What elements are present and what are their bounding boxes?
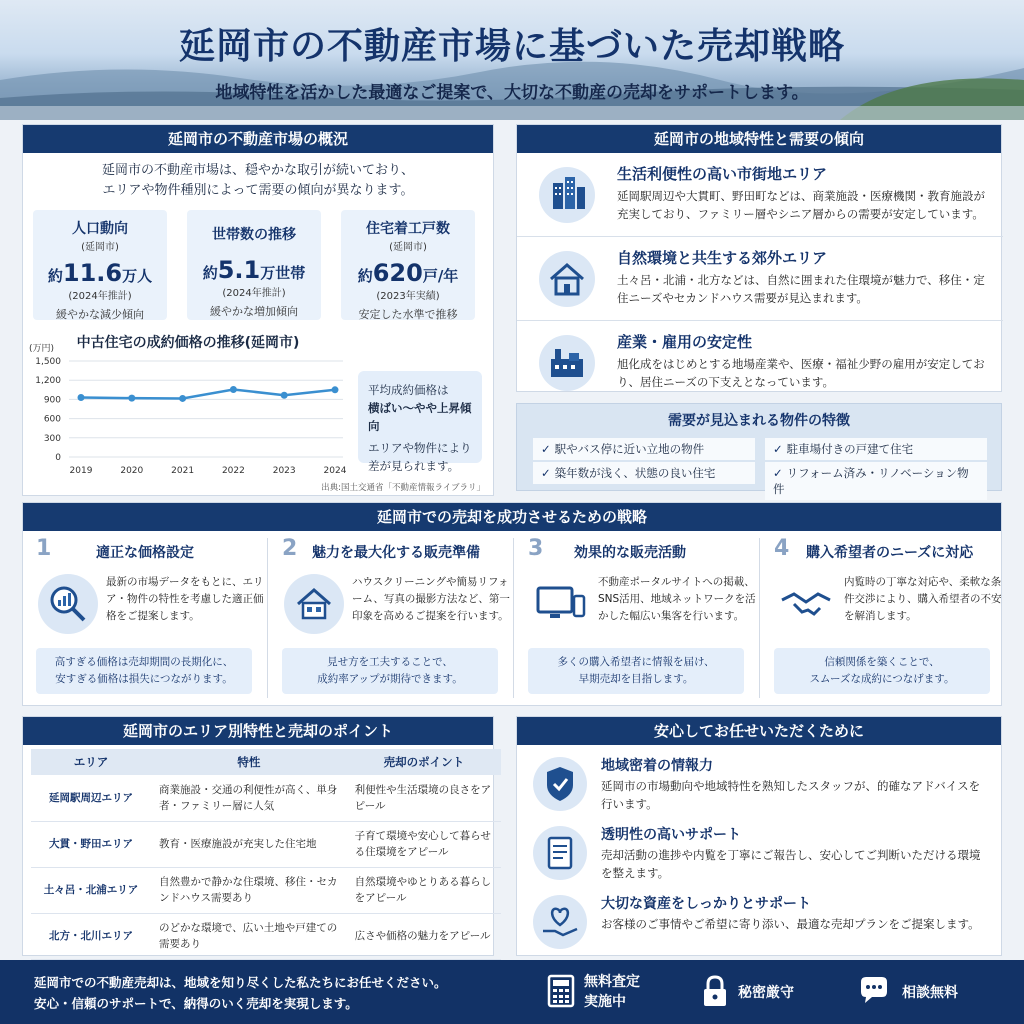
buildings-icon xyxy=(539,167,595,223)
region-item-title: 産業・雇用の安定性 xyxy=(617,333,753,351)
stat-note: (2024年推計) xyxy=(222,288,286,299)
chart-note xyxy=(358,371,482,473)
divider xyxy=(759,538,760,698)
point-cell: 利便性や生活環境の良さをアピール xyxy=(347,775,501,821)
trust-item xyxy=(517,818,1003,888)
stat-number: 5.1 xyxy=(217,256,261,284)
x-tick-label: 2023 xyxy=(272,466,296,476)
note-line: 差が見られます。 xyxy=(368,459,460,473)
demand-item xyxy=(765,438,987,460)
market-intro-line: 延岡市の不動産市場は、穏やかな取引が続いており、 xyxy=(101,163,414,178)
trust-item-desc: お客様のご事情やご希望に寄り添い、最適な売却プランをご提案します。 xyxy=(601,917,980,931)
demand-item xyxy=(533,462,755,484)
area-table-panel xyxy=(22,716,494,956)
point-cell: 自然環境やゆとりある暮らしをアピール xyxy=(347,867,501,913)
stat-housing-starts xyxy=(341,210,475,320)
stat-value xyxy=(33,259,167,287)
stat-unit: 万世帯 xyxy=(260,264,306,282)
strategy-item-note xyxy=(774,648,990,694)
demand-item xyxy=(533,438,755,460)
table-header-row xyxy=(31,749,501,775)
stat-prefix: 約 xyxy=(202,264,218,282)
chart-source: 出典:国土交通省「不動産情報ライブラリ」 xyxy=(321,483,485,493)
data-point xyxy=(128,395,135,402)
strategy-item-title: 効果的な販売活動 xyxy=(574,545,686,561)
trust-item-title: 大切な資産をしっかりとサポート xyxy=(601,896,811,912)
note-line-bold: 横ばい〜やや上昇傾向 xyxy=(368,401,472,433)
stat-value xyxy=(187,256,321,284)
strategy-number: 2 xyxy=(282,536,298,561)
strategy-title: 延岡市での売却を成功させるための戦略 xyxy=(23,503,1001,531)
table-row xyxy=(31,913,501,959)
demand-item-label: 駐車場付きの戸建て住宅 xyxy=(786,442,914,456)
footer-line: 安心・信頼のサポートで、納得のいく売却を実現します。 xyxy=(34,996,358,1011)
area-cell: 大貫・野田エリア xyxy=(31,821,151,867)
series-line xyxy=(81,389,335,398)
chart-title: 中古住宅の成約価格の推移(延岡市) xyxy=(76,335,300,351)
note-line: 信頼関係を築くことで、 xyxy=(824,656,940,668)
note-line: 平均成約価格は xyxy=(368,383,449,397)
badge-label xyxy=(584,972,640,1012)
page-title: 延岡市の不動産市場に基づいた売却戦略 xyxy=(178,26,845,67)
y-axis-unit: (万円) xyxy=(29,344,55,354)
strategy-number: 1 xyxy=(36,536,52,561)
demand-item xyxy=(765,462,987,500)
strategy-item-desc: ハウスクリーニングや簡易リフォーム、写真の撮影方法など、第一印象を高めるご提案を行います。 xyxy=(352,576,510,622)
table-row xyxy=(31,775,501,821)
stat-prefix: 約 xyxy=(47,267,63,285)
strategy-item-note xyxy=(282,648,498,694)
note-line: 安すぎる価格は損失につながります。 xyxy=(55,673,233,685)
stat-note: (2023年実績) xyxy=(376,291,440,302)
free-appraisal-badge xyxy=(544,972,654,1012)
y-tick-label: 1,200 xyxy=(35,376,61,387)
check-icon: ✓ xyxy=(773,442,783,456)
lock-icon xyxy=(698,974,732,1008)
stat-unit: 戸/年 xyxy=(422,267,459,285)
strategy-item xyxy=(270,530,516,700)
feature-cell: 商業施設・交通の利便性が高く、単身者・ファミリー層に人気 xyxy=(151,775,347,821)
area-table-title: 延岡市のエリア別特性と売却のポイント xyxy=(23,717,493,745)
demand-item-label: 築年数が浅く、状態の良い住宅 xyxy=(554,466,716,480)
strategy-item-title: 適正な価格設定 xyxy=(96,545,194,561)
note-line: 高すぎる価格は売却期間の長期化に、 xyxy=(54,656,234,668)
factory-icon xyxy=(539,335,595,391)
divider xyxy=(267,538,268,698)
trust-item-title: 地域密着の情報力 xyxy=(601,758,713,774)
y-tick-label: 1,500 xyxy=(35,357,61,367)
trust-title: 安心してお任せいただくために xyxy=(517,717,1001,745)
strategy-item-title: 魅力を最大化する販売準備 xyxy=(312,545,480,561)
stat-value xyxy=(341,259,475,287)
trust-panel xyxy=(516,716,1002,956)
house-icon xyxy=(539,251,595,307)
data-point xyxy=(230,386,237,393)
heart-hand-icon xyxy=(533,895,587,949)
trust-item-desc: 売却活動の進捗や内覧を丁寧にご報告し、安心してご判断いただける環境を整えます。 xyxy=(601,848,981,880)
check-icon: ✓ xyxy=(541,466,551,480)
x-tick-label: 2024 xyxy=(323,466,347,476)
x-tick-label: 2020 xyxy=(120,466,144,476)
note-line: 見せ方を工夫することで、 xyxy=(327,656,453,668)
region-panel xyxy=(516,124,1002,392)
check-icon: ✓ xyxy=(773,466,783,480)
column-header: エリア xyxy=(31,749,151,775)
strategy-item-desc: 内覧時の丁寧な対応や、柔軟な条件交渉により、購入希望者の不安を解消します。 xyxy=(844,576,1002,622)
stat-prefix: 約 xyxy=(357,267,373,285)
region-title: 延岡市の地域特性と需要の傾向 xyxy=(517,125,1001,153)
region-item-title: 自然環境と共生する郊外エリア xyxy=(617,249,828,267)
column-header: 売却のポイント xyxy=(347,749,501,775)
area-cell: 北方・北川エリア xyxy=(31,913,151,959)
badge-label: 秘密厳守 xyxy=(738,985,794,1001)
document-icon xyxy=(533,826,587,880)
demand-panel xyxy=(516,403,1002,496)
strategy-item xyxy=(24,530,270,700)
area-cell: 土々呂・北浦エリア xyxy=(31,867,151,913)
feature-cell: 教育・医療施設が充実した住宅地 xyxy=(151,821,347,867)
stat-title: 世帯数の推移 xyxy=(212,227,296,243)
region-item-desc: 延岡駅周辺や大貫町、野田町などは、商業施設・医療機関・教育施設が充実しており、ファミリー層やシニア層からの需要が安定しています。 xyxy=(617,189,985,221)
market-intro xyxy=(23,161,493,201)
x-tick-label: 2022 xyxy=(221,466,245,476)
divider xyxy=(513,538,514,698)
market-overview-title: 延岡市の不動産市場の概況 xyxy=(23,125,493,153)
note-line: エリアや物件により xyxy=(368,441,472,455)
calculator-icon xyxy=(544,974,578,1008)
badge-label-line: 実施中 xyxy=(584,994,626,1010)
region-item-title: 生活利便性の高い市街地エリア xyxy=(617,165,828,183)
confidentiality-badge xyxy=(698,972,808,1012)
shield-check-icon xyxy=(533,757,587,811)
data-point xyxy=(78,394,85,401)
feature-cell: 自然豊かで静かな住環境、移住・セカンドハウス需要あり xyxy=(151,867,347,913)
stat-unit: 万人 xyxy=(122,267,153,285)
trust-item-desc: 延岡市の市場動向や地域特性を熟知したスタッフが、的確なアドバイスを行います。 xyxy=(601,779,981,811)
demand-item-label: リフォーム済み・リノベーション物件 xyxy=(773,466,969,496)
strategy-item-note xyxy=(36,648,252,694)
region-item-desc: 旭化成をはじめとする地場産業や、医療・福祉少野の雇用が安定しており、居住ニーズの下支えとなっています。 xyxy=(617,357,985,389)
stat-population xyxy=(33,210,167,320)
x-tick-label: 2021 xyxy=(171,466,195,476)
stat-sub: (延岡市) xyxy=(81,242,119,253)
badge-label: 相談無料 xyxy=(902,985,958,1001)
strategy-item xyxy=(762,530,1008,700)
strategy-item xyxy=(516,530,762,700)
stat-desc: 緩やかな増加傾向 xyxy=(210,305,298,318)
region-item xyxy=(517,321,1003,405)
trust-item xyxy=(517,887,1003,957)
badge-label-line: 無料査定 xyxy=(584,974,640,990)
data-point xyxy=(281,392,288,399)
region-item-desc: 土々呂・北浦・北方などは、自然に囲まれた住環境が魅力で、移住・定住ニーズやセカンドハウス需要が見込まれます。 xyxy=(617,273,985,305)
stat-sub: (延岡市) xyxy=(389,242,427,253)
footer-line: 延岡市での不動産売却は、地域を知り尽くした私たちにお任せください。 xyxy=(34,975,447,990)
strategy-item-title: 購入希望者のニーズに対応 xyxy=(806,545,974,561)
stat-number: 11.6 xyxy=(62,259,123,287)
demand-item-label: 駅やバス停に近い立地の物件 xyxy=(554,442,705,456)
stat-note: (2024年推計) xyxy=(68,291,132,302)
table-row xyxy=(31,821,501,867)
stat-number: 620 xyxy=(372,259,423,287)
x-tick-label: 2019 xyxy=(69,466,93,476)
monitor-phone-icon xyxy=(530,574,590,634)
note-line: 成約率アップが期待できます。 xyxy=(317,673,463,685)
stat-households xyxy=(187,210,321,320)
data-point xyxy=(179,395,186,402)
stat-desc: 安定した水準で推移 xyxy=(358,308,458,321)
point-cell: 子育て環境や安心して暮らせる住環境をアピール xyxy=(347,821,501,867)
y-tick-label: 900 xyxy=(43,395,61,406)
point-cell: 広さや価格の魅力をアピール xyxy=(347,913,501,959)
region-item xyxy=(517,237,1003,321)
note-line: 多くの購入希望者に情報を届け、 xyxy=(557,656,715,668)
magnifier-chart-icon xyxy=(38,574,98,634)
chat-icon xyxy=(858,974,892,1008)
note-line: スムーズな成約につなげます。 xyxy=(809,673,955,685)
strategy-number: 4 xyxy=(774,536,790,561)
market-overview-panel xyxy=(22,124,494,496)
trust-item xyxy=(517,749,1003,819)
strategy-item-desc: 不動産ポータルサイトへの掲載、SNS活用、地域ネットワークを活かした幅広い集客を行います。 xyxy=(598,576,756,622)
stat-title: 住宅着工戸数 xyxy=(366,221,450,237)
strategy-item-note xyxy=(528,648,744,694)
hero-header xyxy=(0,0,1024,120)
column-header: 特性 xyxy=(151,749,347,775)
stat-desc: 緩やかな減少傾向 xyxy=(56,308,144,321)
trust-item-title: 透明性の高いサポート xyxy=(601,827,741,843)
area-table xyxy=(31,749,501,960)
feature-cell: のどかな環境で、広い土地や戸建ての需要あり xyxy=(151,913,347,959)
footer-message xyxy=(34,972,447,1014)
area-cell: 延岡駅周辺エリア xyxy=(31,775,151,821)
demand-title: 需要が見込まれる物件の特徴 xyxy=(668,413,850,429)
strategy-item-desc: 最新の市場データをもとに、エリア・物件の特性を考慮した適正価格をご提案します。 xyxy=(106,576,264,622)
price-line-chart xyxy=(23,339,353,479)
handshake-icon xyxy=(776,574,836,634)
footer-banner xyxy=(0,960,1024,1024)
note-line: 早期売却を目指します。 xyxy=(578,673,694,685)
strategy-number: 3 xyxy=(528,536,544,561)
y-tick-label: 300 xyxy=(43,433,61,444)
check-icon: ✓ xyxy=(541,442,551,456)
stat-title: 人口動向 xyxy=(72,221,128,237)
y-tick-label: 0 xyxy=(55,453,61,463)
page-subtitle: 地域特性を活かした最適なご提案で、大切な不動産の売却をサポートします。 xyxy=(215,83,809,103)
region-item xyxy=(517,153,1003,237)
house-sparkle-icon xyxy=(284,574,344,634)
table-row xyxy=(31,867,501,913)
data-point xyxy=(332,386,339,393)
market-intro-line: エリアや物件種別によって需要の傾向が異なります。 xyxy=(102,183,414,198)
y-tick-label: 600 xyxy=(43,414,61,425)
free-consultation-badge xyxy=(858,972,978,1012)
